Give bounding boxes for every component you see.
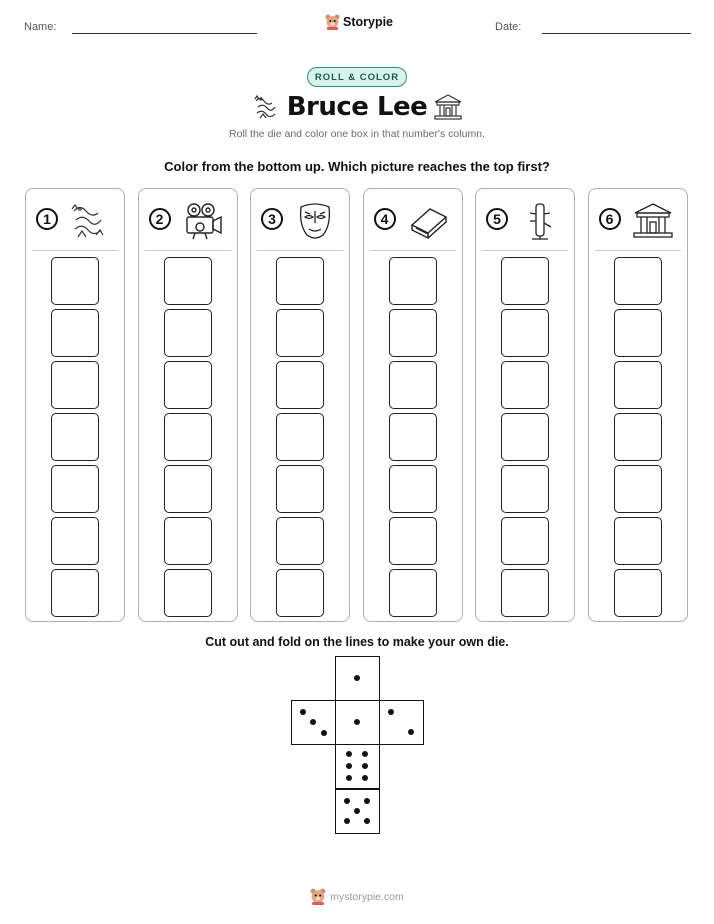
color-box[interactable] (276, 569, 324, 617)
name-line[interactable] (72, 33, 257, 34)
column-6 (588, 188, 688, 622)
die-face (379, 700, 424, 745)
column-number: 4 (374, 208, 396, 230)
color-box[interactable] (51, 309, 99, 357)
temple-icon (433, 93, 463, 121)
color-box[interactable] (51, 361, 99, 409)
color-box[interactable] (164, 257, 212, 305)
activity-badge: ROLL & COLOR (307, 67, 407, 87)
die-face (335, 789, 380, 834)
movie-camera-icon (181, 201, 225, 241)
color-box[interactable] (501, 517, 549, 565)
die-pip (364, 818, 370, 824)
color-box[interactable] (51, 413, 99, 461)
color-box[interactable] (614, 569, 662, 617)
color-box[interactable] (164, 361, 212, 409)
footer (0, 888, 714, 905)
color-box[interactable] (389, 413, 437, 461)
dragon-icon (68, 201, 112, 241)
die-pip (362, 751, 368, 757)
wooden-dummy-icon (518, 201, 562, 241)
color-box[interactable] (614, 361, 662, 409)
die-pip (346, 751, 352, 757)
name-label: Name: (24, 21, 57, 33)
column-1 (25, 188, 125, 622)
bear-icon (325, 14, 340, 30)
die-face (291, 700, 336, 745)
color-box[interactable] (614, 413, 662, 461)
color-box[interactable] (501, 309, 549, 357)
column-5 (475, 188, 575, 622)
column-3 (250, 188, 350, 622)
column-number: 5 (486, 208, 508, 230)
die-pip (364, 798, 370, 804)
color-box[interactable] (501, 569, 549, 617)
footer-url[interactable]: mystorypie.com (330, 890, 404, 903)
color-box[interactable] (389, 465, 437, 513)
die-pip (344, 798, 350, 804)
temple-icon (631, 201, 675, 241)
color-box[interactable] (614, 517, 662, 565)
color-box[interactable] (501, 413, 549, 461)
column-divider (482, 250, 568, 251)
color-box[interactable] (51, 465, 99, 513)
color-box[interactable] (51, 517, 99, 565)
color-box[interactable] (276, 257, 324, 305)
die-pip (354, 719, 360, 725)
color-box[interactable] (614, 465, 662, 513)
color-box[interactable] (276, 361, 324, 409)
color-box[interactable] (164, 309, 212, 357)
color-box[interactable] (389, 517, 437, 565)
die-pip (310, 719, 316, 725)
die-pip (300, 709, 306, 715)
color-box[interactable] (276, 517, 324, 565)
brand-name: Storypie (343, 15, 394, 29)
color-box[interactable] (389, 309, 437, 357)
column-divider (595, 250, 681, 251)
color-box[interactable] (164, 413, 212, 461)
color-box[interactable] (164, 517, 212, 565)
column-4 (363, 188, 463, 622)
die-pip (344, 818, 350, 824)
color-box[interactable] (51, 569, 99, 617)
date-label: Date: (495, 21, 522, 33)
die-pip (321, 730, 327, 736)
color-box[interactable] (501, 257, 549, 305)
column-divider (32, 250, 118, 251)
color-box[interactable] (276, 309, 324, 357)
color-box[interactable] (389, 569, 437, 617)
color-box[interactable] (389, 257, 437, 305)
die-face (335, 656, 380, 701)
book-icon (406, 201, 450, 241)
die-pip (388, 709, 394, 715)
color-box[interactable] (276, 465, 324, 513)
color-box[interactable] (51, 257, 99, 305)
color-box[interactable] (501, 465, 549, 513)
color-box[interactable] (614, 257, 662, 305)
color-box[interactable] (276, 413, 324, 461)
die-pip (362, 775, 368, 781)
column-divider (257, 250, 343, 251)
brand-logo (325, 14, 393, 30)
column-number: 1 (36, 208, 58, 230)
column-divider (370, 250, 456, 251)
die-pip (362, 763, 368, 769)
column-2 (138, 188, 238, 622)
color-box[interactable] (501, 361, 549, 409)
instruction-text: Color from the bottom up. Which picture reaches the top first? (164, 159, 550, 174)
column-divider (145, 250, 231, 251)
color-box[interactable] (389, 361, 437, 409)
color-box[interactable] (164, 569, 212, 617)
subtitle: Roll the die and color one box in that number's column. (229, 128, 485, 140)
date-line[interactable] (542, 33, 691, 34)
color-box[interactable] (164, 465, 212, 513)
column-number: 3 (261, 208, 283, 230)
color-box[interactable] (614, 309, 662, 357)
die-face (335, 700, 380, 745)
die-pip (354, 808, 360, 814)
die-pip (354, 675, 360, 681)
page-title: Bruce Lee (286, 92, 428, 122)
die-pip (346, 775, 352, 781)
die-pip (346, 763, 352, 769)
die-pip (408, 729, 414, 735)
column-number: 6 (599, 208, 621, 230)
die-instruction: Cut out and fold on the lines to make your own die. (205, 635, 509, 649)
bear-icon (310, 888, 326, 905)
column-number: 2 (149, 208, 171, 230)
die-face (335, 744, 380, 789)
opera-mask-icon (293, 201, 337, 241)
